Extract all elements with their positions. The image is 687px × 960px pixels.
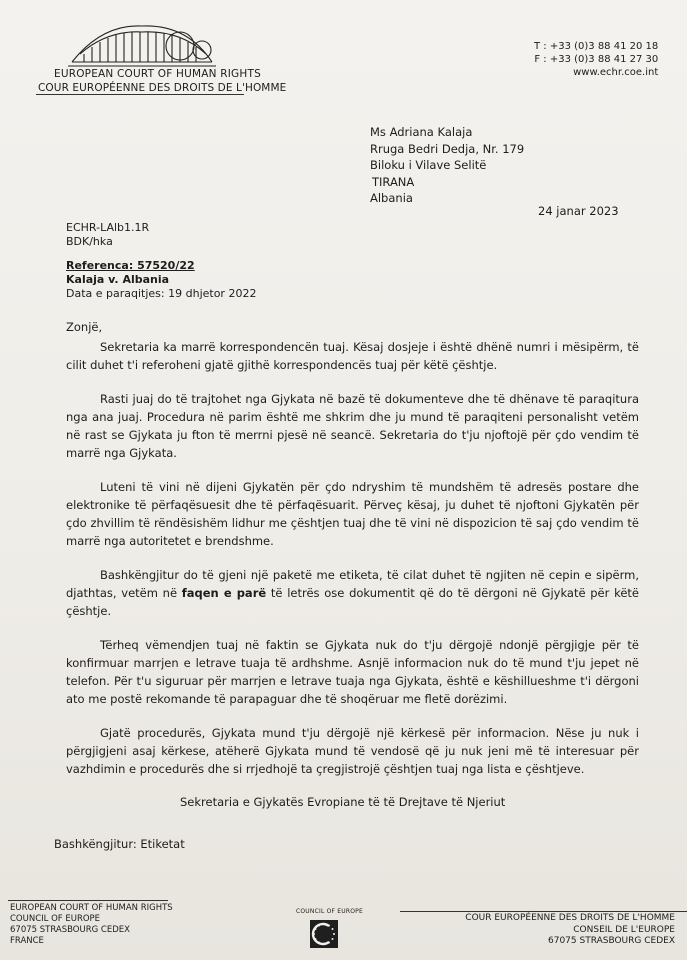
recipient-street: Rruga Bedri Dedja, Nr. 179 bbox=[370, 141, 525, 156]
website-link[interactable]: www.echr.coe.int bbox=[573, 67, 659, 78]
footer-address-french bbox=[465, 913, 675, 948]
fax-number: F : +33 (0)3 88 41 27 30 bbox=[534, 54, 659, 65]
recipient-block: Biloku i Vilave Selitë bbox=[370, 158, 487, 172]
council-of-europe-icon bbox=[310, 920, 338, 948]
enclosure-note: Bashkëngjitur: Etiketat bbox=[54, 837, 185, 851]
letter-body bbox=[66, 338, 639, 794]
footer-line: FRANCE bbox=[10, 936, 44, 946]
paragraph bbox=[66, 566, 639, 620]
application-number: Referenca: 57520/22 bbox=[66, 259, 195, 272]
paragraph: Gjatë procedurës, Gjykata mund t'ju dërgojë një kërkesë për informacion. Nëse ju nuk i përgjigjeni asaj kërkese, atëherë Gjykata mund të vendosë që ju nuk jeni më të interesuar për vazhdimin e procedurës dhe si rrjedhojë ta çregjistrojë çështjen tuaj nga lista e çështjeve. bbox=[66, 726, 639, 776]
footer-line: EUROPEAN COURT OF HUMAN RIGHTS bbox=[10, 903, 173, 913]
recipient-country: Albania bbox=[370, 191, 413, 205]
court-name-english: EUROPEAN COURT OF HUMAN RIGHTS bbox=[54, 68, 261, 80]
reference-code: ECHR-LAlb1.1R bbox=[66, 221, 150, 234]
paragraph: Tërheq vëmendjen tuaj në faktin se Gjykata nuk do t'ju dërgojë ndonjë përgjigje për të konfirmuar marrjen e letrave tuaja të ardhshme. Asnjë informacion nuk do të mund t'ju jepet në telefon. Për t'u siguruar për marrjen e letrave tuaja nga Gjykata, është e këshillueshme t'i dërgoni ato me postë rekomande të parapaguar dhe të shoqëruar me fletë dorëzimi. bbox=[66, 638, 639, 706]
salutation: Zonjë, bbox=[66, 320, 103, 334]
contact-block bbox=[534, 40, 658, 79]
footer-line: 67075 STRASBOURG CEDEX bbox=[548, 936, 675, 946]
footer-divider-right bbox=[400, 911, 687, 912]
case-title: Kalaja v. Albania bbox=[66, 273, 170, 286]
header-divider bbox=[36, 94, 244, 95]
paragraph-text: Bashkëngjitur do të gjeni një paketë me etiketa, të cilat duhet të ngjiten në cepin e sipërm, djathtas, vetëm në bbox=[66, 568, 639, 600]
recipient-name: Ms Adriana Kalaja bbox=[370, 125, 473, 139]
recipient-city: TIRANA bbox=[372, 174, 415, 189]
court-building-logo bbox=[62, 14, 222, 74]
footer-line: COUR EUROPÉENNE DES DROITS DE L'HOMME bbox=[465, 913, 675, 923]
council-of-europe-label: COUNCIL OF EUROPE bbox=[296, 908, 363, 915]
paragraph: Rasti juaj do të trajtohet nga Gjykata në bazë të dokumenteve dhe të dhënave të paraqitura nga ana juaj. Procedura në parim është me shkrim dhe ju mund të paraqiteni personalisht vetëm në rast se Gjykata ju fton të merrni pjesë në seancë. Sekretaria do t'ju njoftojë për çdo vendim të marrë nga Gjykata. bbox=[66, 392, 639, 460]
emphasis-first-page: faqen e parë bbox=[181, 586, 267, 600]
letter-date: 24 janar 2023 bbox=[538, 204, 619, 218]
footer-line: CONSEIL DE L'EUROPE bbox=[573, 924, 675, 935]
paragraph-text: të letrës ose dokumentit që do të dërgoni në Gjykatë për këtë çështje. bbox=[66, 586, 639, 618]
signoff: Sekretaria e Gjykatës Evropiane të të Drejtave të Njeriut bbox=[180, 795, 506, 809]
paragraph: Luteni të vini në dijeni Gjykatën për çdo ndryshim të mundshëm të adresës postare dhe elektronike të përfaqësuesit dhe të përfaqësuarit. Përveç kësaj, ju duhet të njoftoni Gjykatën për çdo zhvillim të rëndësishëm lidhur me çështjen tuaj dhe të vini në dispozicion të saj çdo vendim të marrë nga autoritetet e brendshme. bbox=[66, 480, 639, 548]
filing-date: Data e paraqitjes: 19 dhjetor 2022 bbox=[66, 287, 257, 300]
case-reference bbox=[66, 259, 256, 301]
footer-divider-left bbox=[8, 900, 168, 901]
footer-address-english bbox=[10, 903, 173, 947]
telephone-number: T : +33 (0)3 88 41 20 18 bbox=[534, 41, 659, 52]
footer-line: COUNCIL OF EUROPE bbox=[10, 914, 101, 924]
recipient-address bbox=[370, 124, 524, 207]
court-name-french: COUR EUROPÉENNE DES DROITS DE L'HOMME bbox=[38, 82, 287, 94]
paragraph: Sekretaria ka marrë korrespondencën tuaj. Kësaj dosjeje i është dhënë numri i mësipërm, të cilit duhet t'i referoheni gjatë gjithë korrespondencës tuaj për këtë çështje. bbox=[66, 340, 639, 372]
reference-initials: BDK/hka bbox=[66, 235, 113, 248]
footer-line: 67075 STRASBOURG CEDEX bbox=[10, 925, 130, 935]
internal-references bbox=[66, 221, 149, 249]
